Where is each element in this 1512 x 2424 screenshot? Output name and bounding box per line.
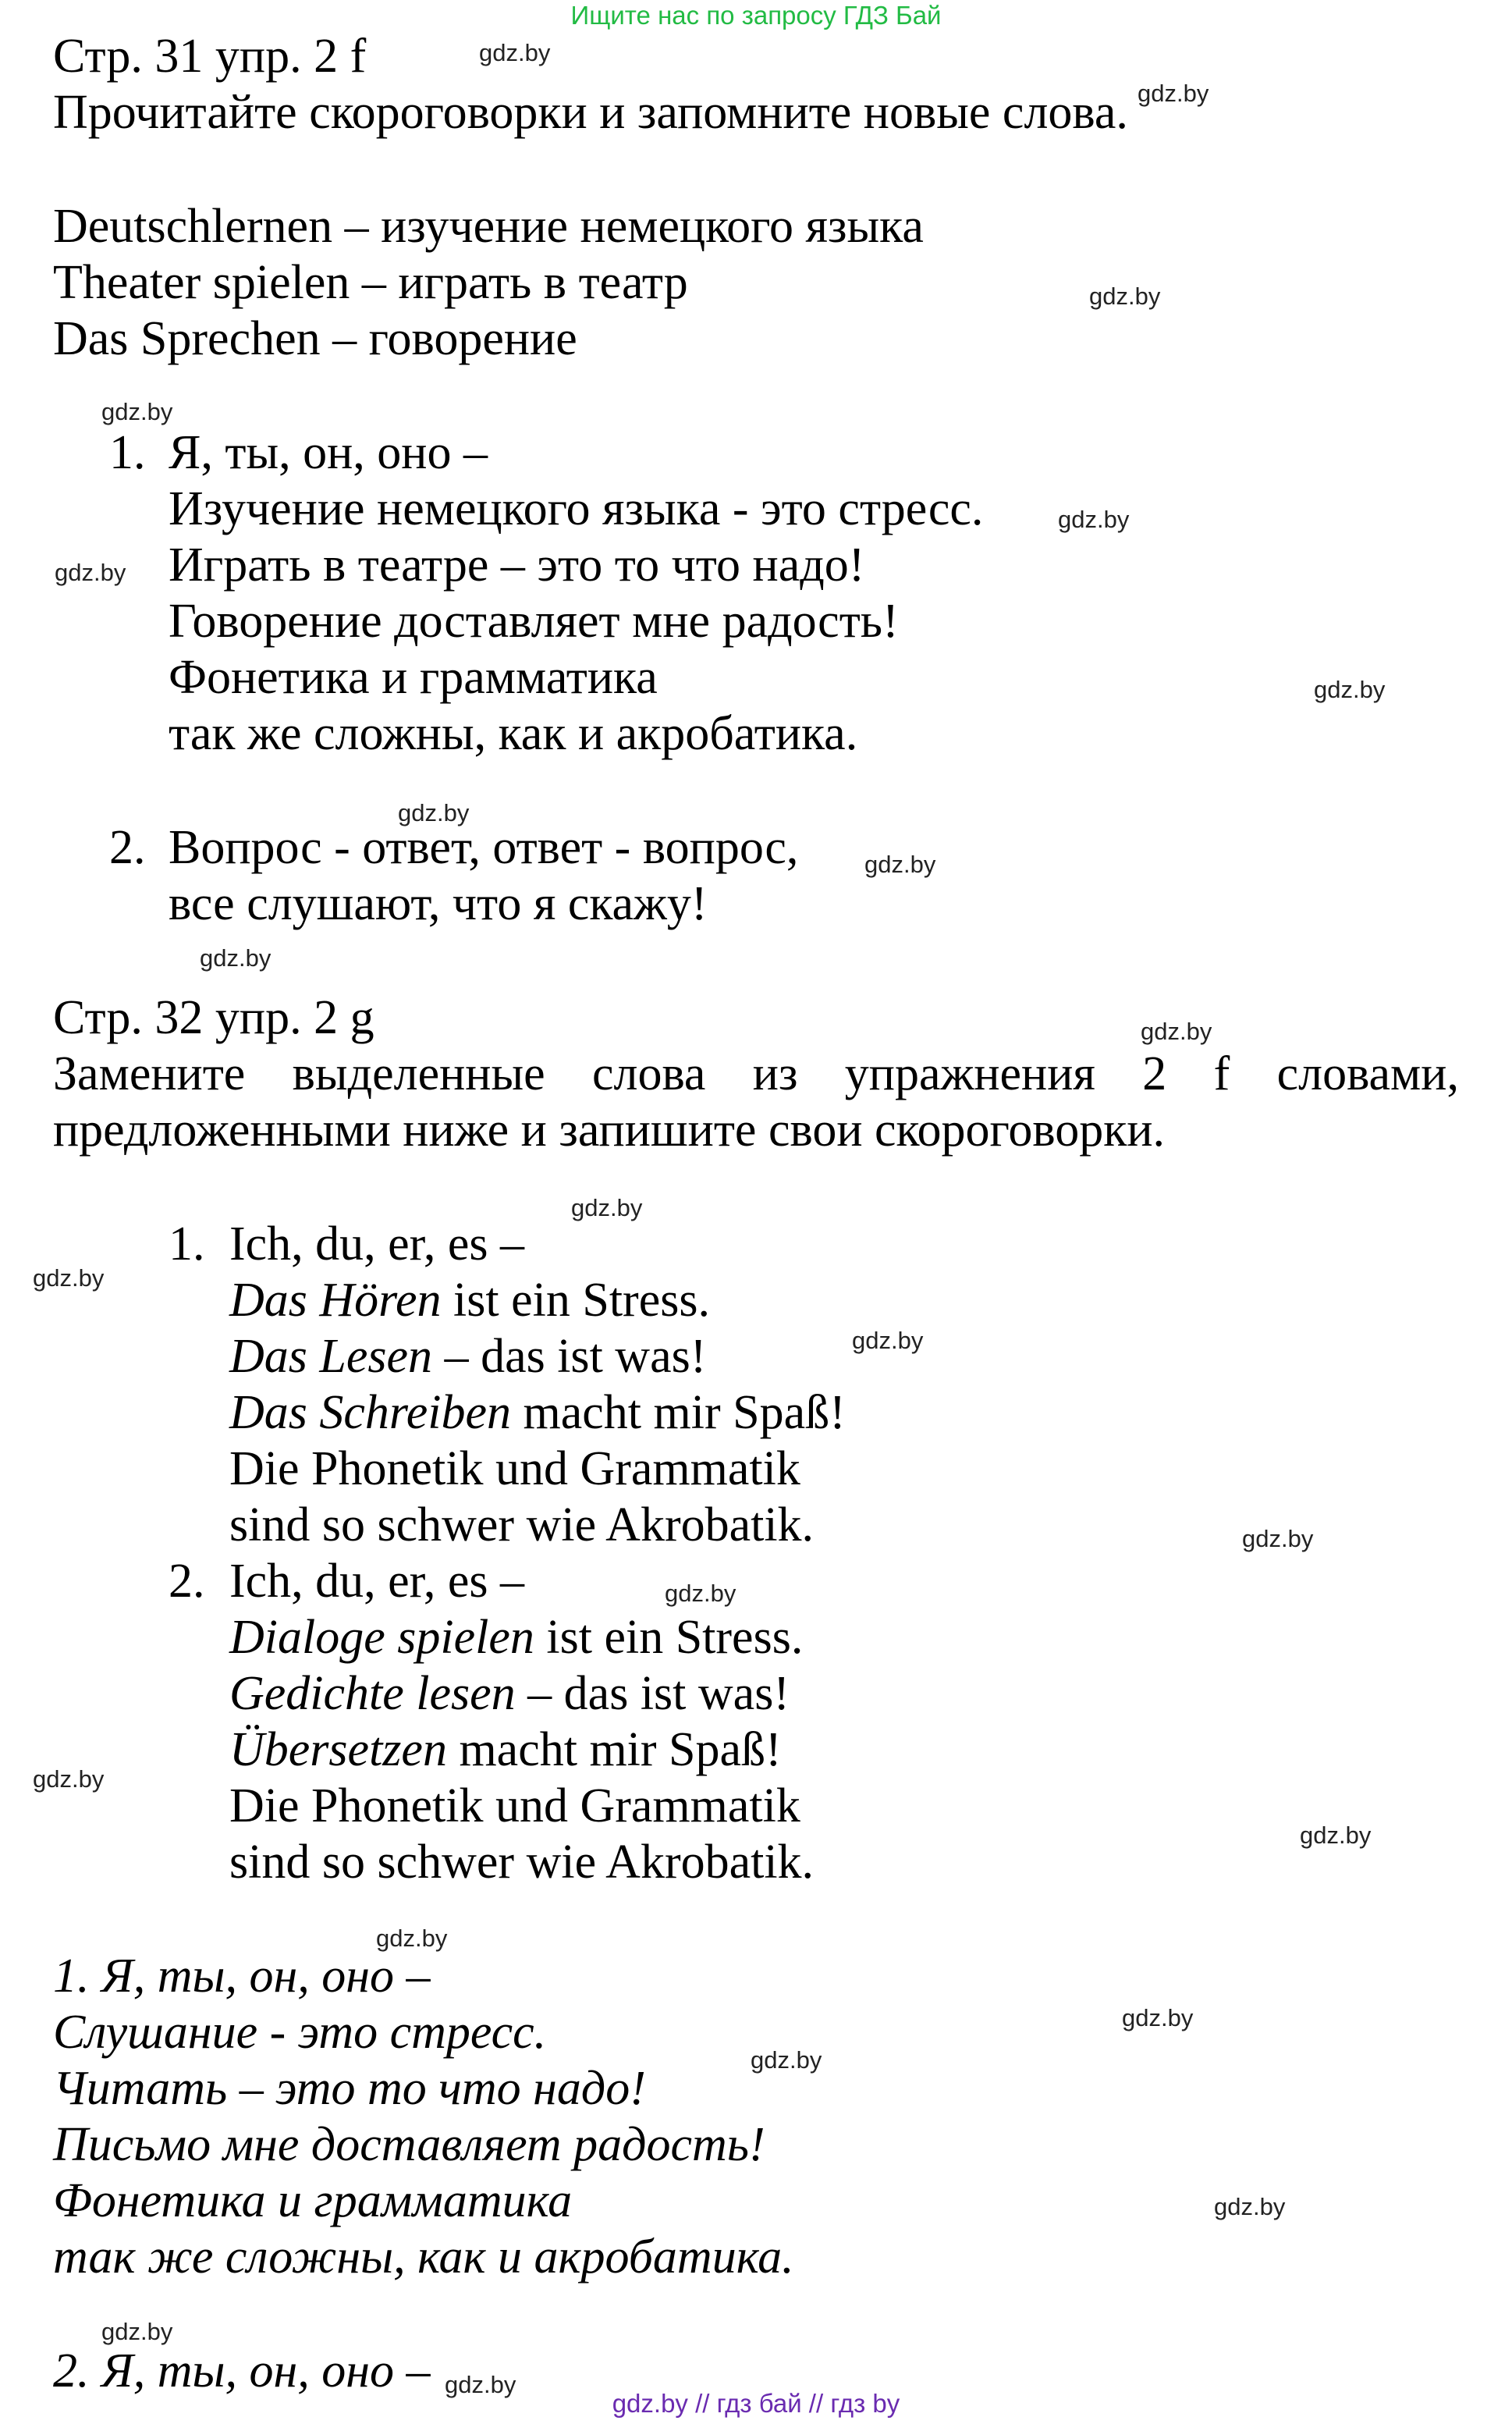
poem-line: Ich, du, er, es – (229, 1217, 524, 1271)
watermark: gdz.by (1141, 1018, 1212, 1045)
watermark: gdz.by (445, 2371, 516, 2398)
poem-line: Die Phonetik und Grammatik (229, 1779, 800, 1832)
watermark: gdz.by (852, 1327, 924, 1354)
watermark: gdz.by (1214, 2193, 1286, 2220)
poem-line: Я, ты, он, оно – (169, 426, 488, 479)
poem-line: sind so schwer wie Akrobatik. (229, 1836, 815, 1889)
section1-heading: Стр. 31 упр. 2 f (53, 30, 367, 83)
translation-line: Читать – это то что надо! (53, 2062, 646, 2115)
watermark: gdz.by (55, 559, 126, 586)
poem-line: Изучение немецкого языка - это стресс. (169, 482, 984, 535)
highlighted-word: Das Schreiben (229, 1386, 512, 1439)
poem-line (229, 1609, 803, 1665)
poem-line (229, 1722, 782, 1778)
poem-number: 1. (109, 426, 146, 479)
top-banner: Ищите нас по запросу ГДЗ Бай (570, 1, 942, 30)
watermark: gdz.by (571, 1194, 643, 1221)
poem-line (229, 1272, 710, 1328)
watermark: gdz.by (751, 2046, 822, 2074)
watermark: gdz.by (200, 944, 272, 972)
highlighted-word: Dialoge spielen (229, 1611, 534, 1664)
poem-line: так же сложны, как и акробатика. (169, 707, 858, 760)
highlighted-word: Gedichte lesen (229, 1667, 516, 1720)
poem-line-rest: ist ein Stress. (441, 1274, 710, 1327)
poem-number: 1. (169, 1217, 205, 1271)
footer: gdz.by // гдз бай // гдз by (612, 2389, 900, 2418)
translation-line: 1. Я, ты, он, оно – (53, 1950, 431, 2003)
watermark: gdz.by (1138, 80, 1209, 107)
watermark: gdz.by (1122, 2004, 1194, 2031)
poem-line: sind so schwer wie Akrobatik. (229, 1498, 815, 1551)
poem-line-rest: – das ist was! (432, 1330, 707, 1383)
watermark: gdz.by (101, 2318, 173, 2345)
watermark: gdz.by (1089, 283, 1161, 310)
poem-line: Играть в театре – это то что надо! (169, 538, 865, 592)
poem-line-rest: ist ein Stress. (534, 1611, 804, 1664)
poem-line: Фонетика и грамматика (169, 651, 658, 704)
poem-line (229, 1665, 790, 1722)
poem-line: Говорение доставляет мне радость! (169, 595, 899, 648)
watermark: gdz.by (1058, 506, 1130, 533)
translation-line: так же сложны, как и акробатика. (53, 2230, 794, 2284)
watermark: gdz.by (1314, 676, 1386, 703)
poem-line-rest: – das ist was! (515, 1667, 790, 1720)
vocab-item: Das Sprechen – говорение (53, 312, 577, 365)
poem-line (229, 1328, 706, 1384)
poem-line: Die Phonetik und Grammatik (229, 1442, 800, 1495)
translation-line: Фонетика и грамматика (53, 2174, 573, 2227)
section2-heading: Стр. 32 упр. 2 g (53, 991, 374, 1044)
instruction-word: слова (592, 1047, 706, 1100)
vocab-item: Theater spielen – играть в театр (53, 256, 688, 309)
section1-instruction: Прочитайте скороговорки и запомните новые слова. (53, 86, 1128, 139)
section2-instruction (53, 1046, 1459, 1102)
watermark: gdz.by (101, 398, 173, 425)
highlighted-word: Übersetzen (229, 1723, 447, 1776)
poem-line: Ich, du, er, es – (229, 1555, 524, 1608)
poem-number: 2. (109, 821, 146, 874)
vocab-item: Deutschlernen – изучение немецкого языка (53, 200, 924, 253)
watermark: gdz.by (1242, 1525, 1314, 1552)
instruction-word: выделенные (292, 1047, 545, 1100)
instruction-word: 2 (1142, 1047, 1167, 1100)
highlighted-word: Das Hören (229, 1274, 442, 1327)
instruction-word: из (752, 1047, 798, 1100)
poem-line: все слушают, что я скажу! (169, 877, 708, 930)
watermark: gdz.by (665, 1580, 736, 1607)
watermark: gdz.by (33, 1264, 105, 1292)
instruction-word: упражнения (844, 1047, 1095, 1100)
poem-line: Вопрос - ответ, ответ - вопрос, (169, 821, 799, 874)
instruction-word: словами, (1276, 1047, 1459, 1100)
watermark: gdz.by (398, 799, 470, 826)
poem-line (229, 1384, 846, 1441)
highlighted-word: Das Lesen (229, 1330, 433, 1383)
poem-line-rest: macht mir Spaß! (511, 1386, 846, 1439)
instruction-word: Замените (53, 1047, 246, 1100)
watermark: gdz.by (33, 1765, 105, 1793)
watermark: gdz.by (1300, 1822, 1372, 1849)
instruction-word: f (1213, 1047, 1230, 1100)
translation-line: 2. Я, ты, он, оно – (53, 2344, 431, 2397)
watermark: gdz.by (376, 1925, 448, 1952)
poem-number: 2. (169, 1555, 205, 1608)
watermark: gdz.by (479, 39, 551, 66)
section2-instruction-line2: предложенными ниже и запишите свои скороговорки. (53, 1104, 1166, 1157)
watermark: gdz.by (864, 851, 936, 878)
poem-line-rest: macht mir Spaß! (446, 1723, 782, 1776)
translation-line: Письмо мне доставляет радость! (53, 2118, 765, 2171)
translation-line: Слушание - это стресс. (53, 2006, 547, 2059)
